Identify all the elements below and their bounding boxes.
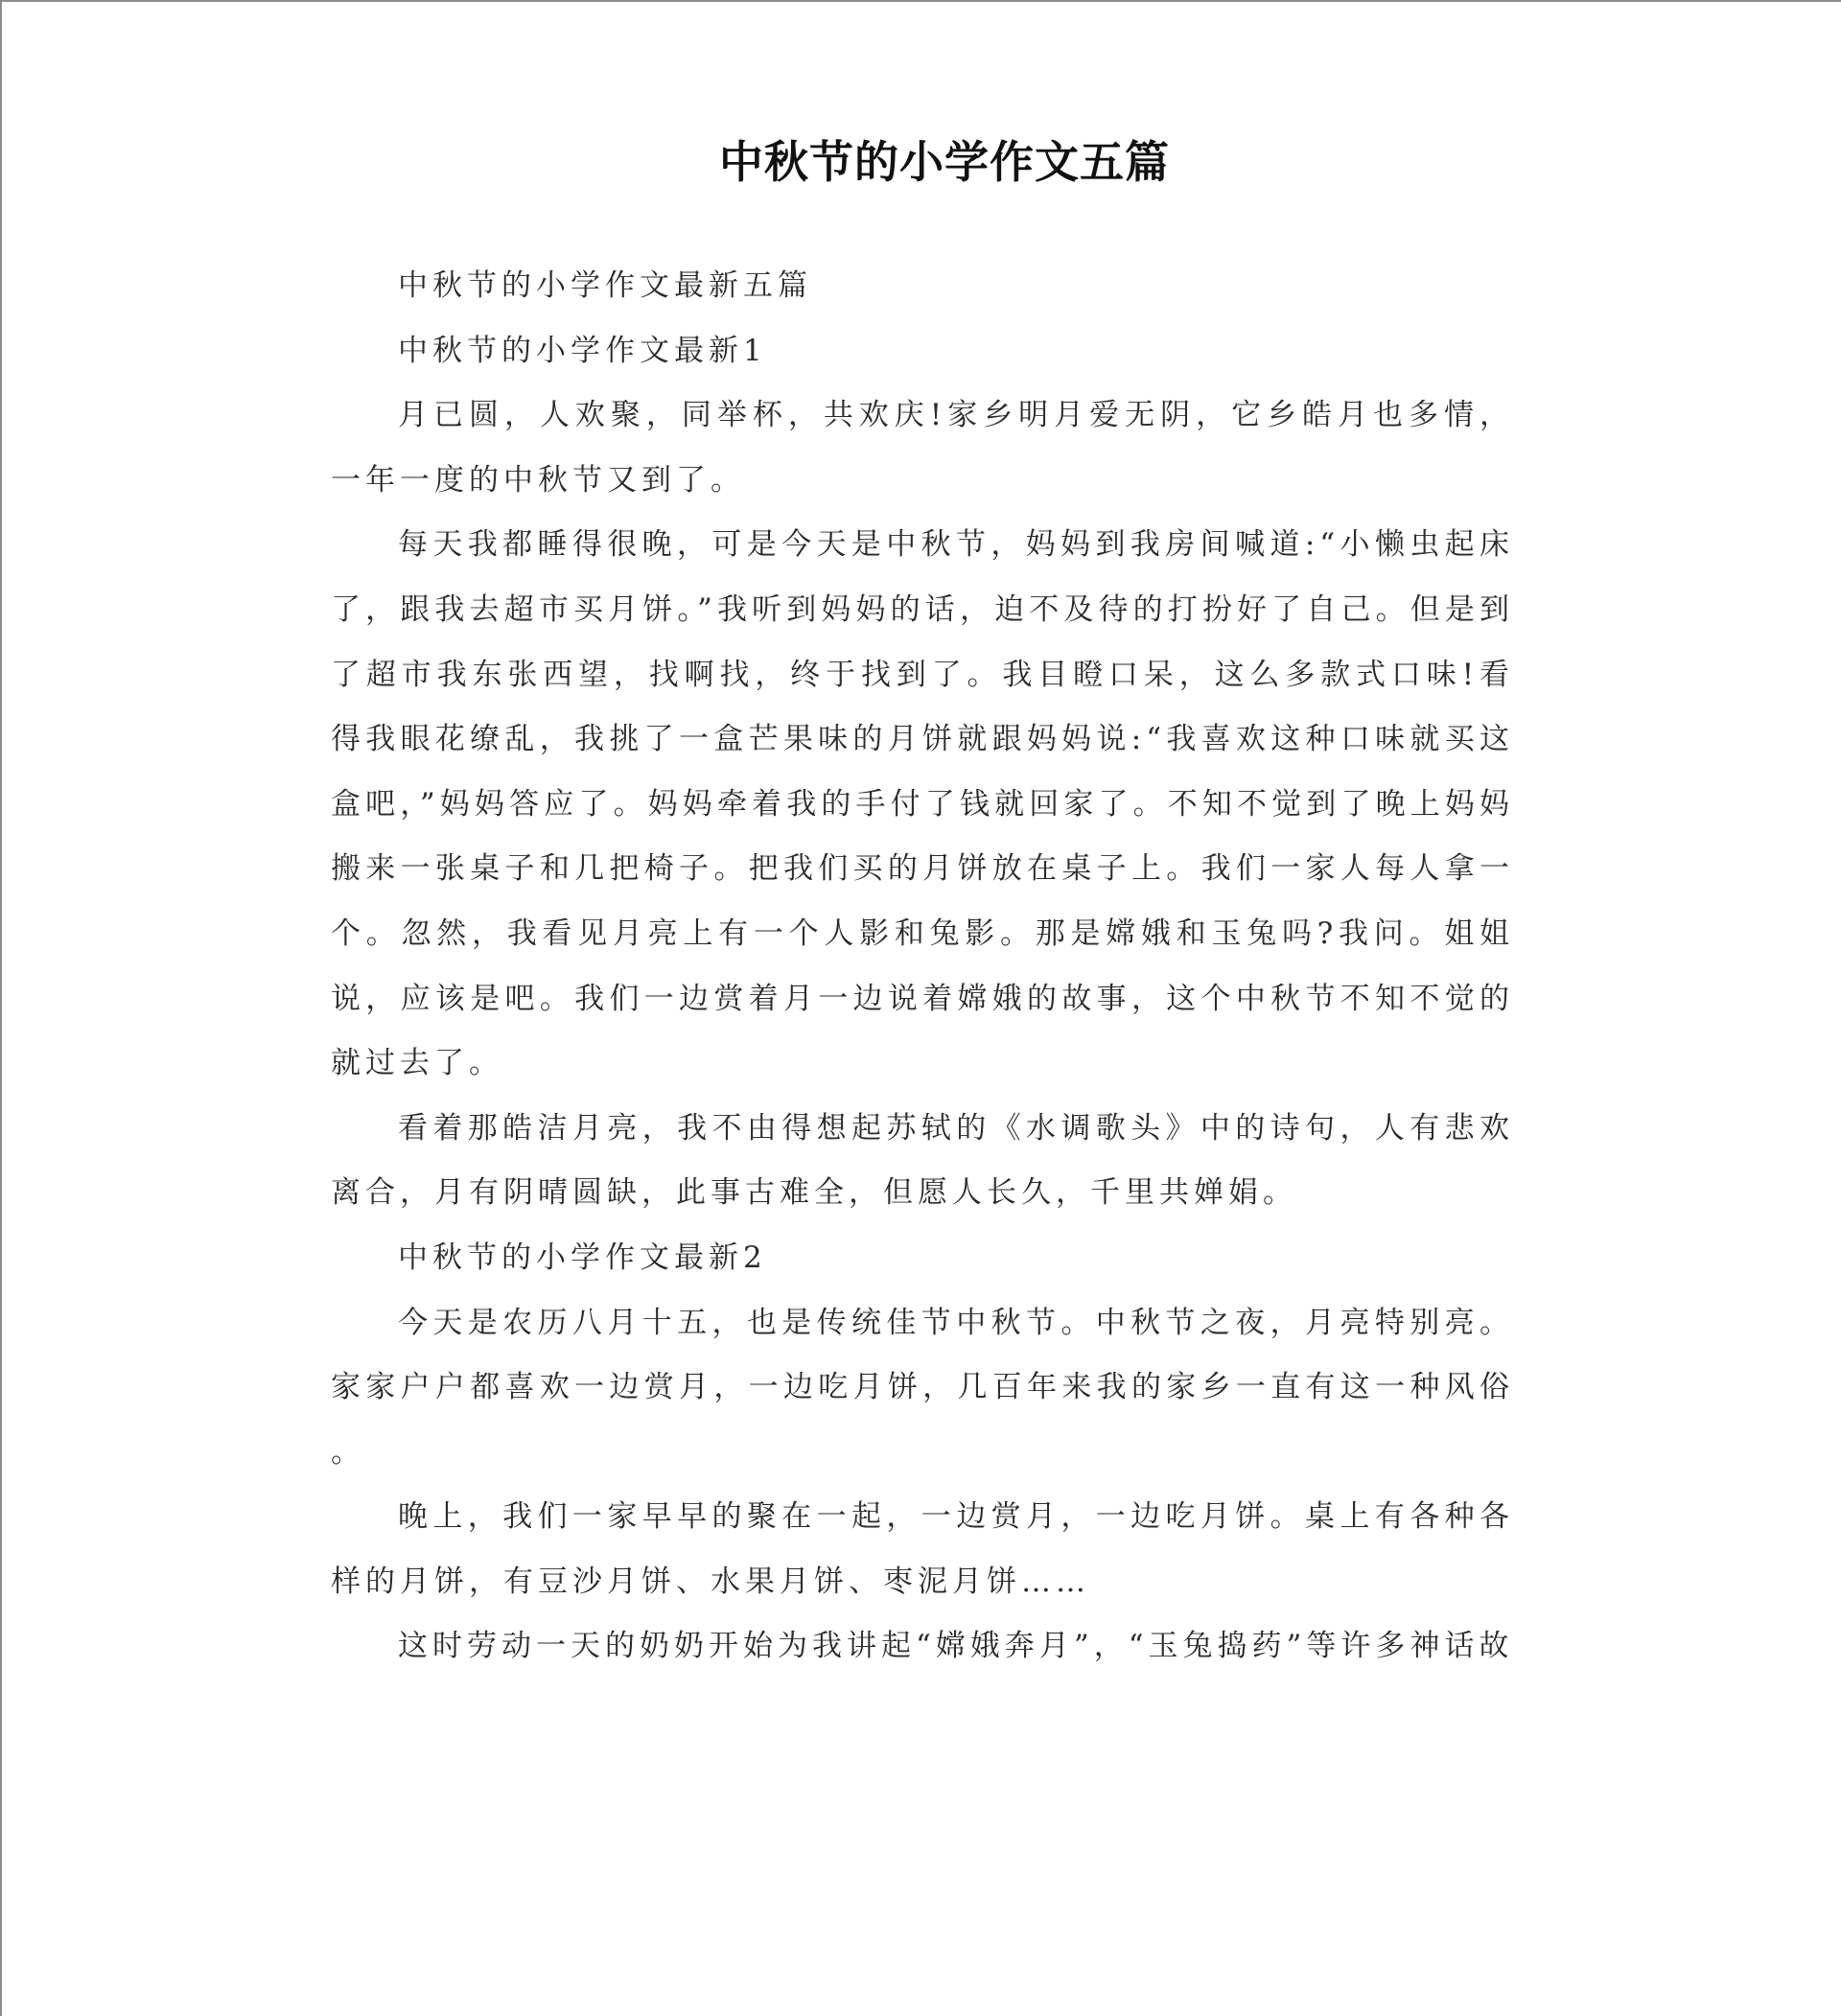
document-title: 中秋节的小学作文五篇 — [719, 136, 1170, 188]
subtitle-paragraph: 中秋节的小学作文最新五篇 — [398, 268, 812, 303]
body-paragraph: 今天是农历八月十五，也是传统佳节中秋节。中秋节之夜，月亮特别亮。家家户户都喜欢一边赏月，一边吃月饼，几百年来我的家乡一直有这一种风俗。 — [331, 1305, 1514, 1470]
body-paragraph: 晚上，我们一家早早的聚在一起，一边赏月，一边吃月饼。桌上有各种各样的月饼，有豆沙月饼、水果月饼、枣泥月饼…… — [331, 1499, 1514, 1599]
body-paragraph: 这时劳动一天的奶奶开始为我讲起“嫦娥奔月”，“玉兔捣药”等许多神话故 — [398, 1629, 1514, 1664]
body-paragraph: 每天我都睡得很晚，可是今天是中秋节，妈妈到我房间喊道:“小懒虫起床了，跟我去超市买月饼。”我听到妈妈的话，迫不及待的打扮好了自己。但是到了超市我东张西望，找啊找，终于找到了。我目瞪口呆，这么多款式口味!看得我眼花缭乱，我挑了一盒芒果味的月饼就跟妈妈说:“我喜欢这种口味就买这盒吧，”妈妈答应了。妈妈牵着我的手付了钱就回家了。不知不觉到了晚上妈妈搬来一张桌子和几把椅子。把我们买的月饼放在桌子上。我们一家人每人拿一个。忽然，我看见月亮上有一个人影和兔影。那是嫦娥和玉兔吗?我问。姐姐说，应该是吧。我们一边赏着月一边说着嫦娥的故事，这个中秋节不知不觉的就过去了。 — [331, 527, 1514, 1081]
section-heading-1: 中秋节的小学作文最新1 — [398, 333, 767, 368]
document-body — [331, 254, 1514, 1680]
section-heading-2: 中秋节的小学作文最新2 — [398, 1240, 767, 1275]
body-paragraph: 看着那皓洁月亮，我不由得想起苏轼的《水调歌头》中的诗句，人有悲欢离合，月有阴晴圆缺，此事古难全，但愿人长久，千里共婵娟。 — [331, 1110, 1514, 1211]
body-paragraph: 月已圆，人欢聚，同举杯，共欢庆!家乡明月爱无阴，它乡皓月也多情，一年一度的中秋节又到了。 — [331, 398, 1514, 498]
